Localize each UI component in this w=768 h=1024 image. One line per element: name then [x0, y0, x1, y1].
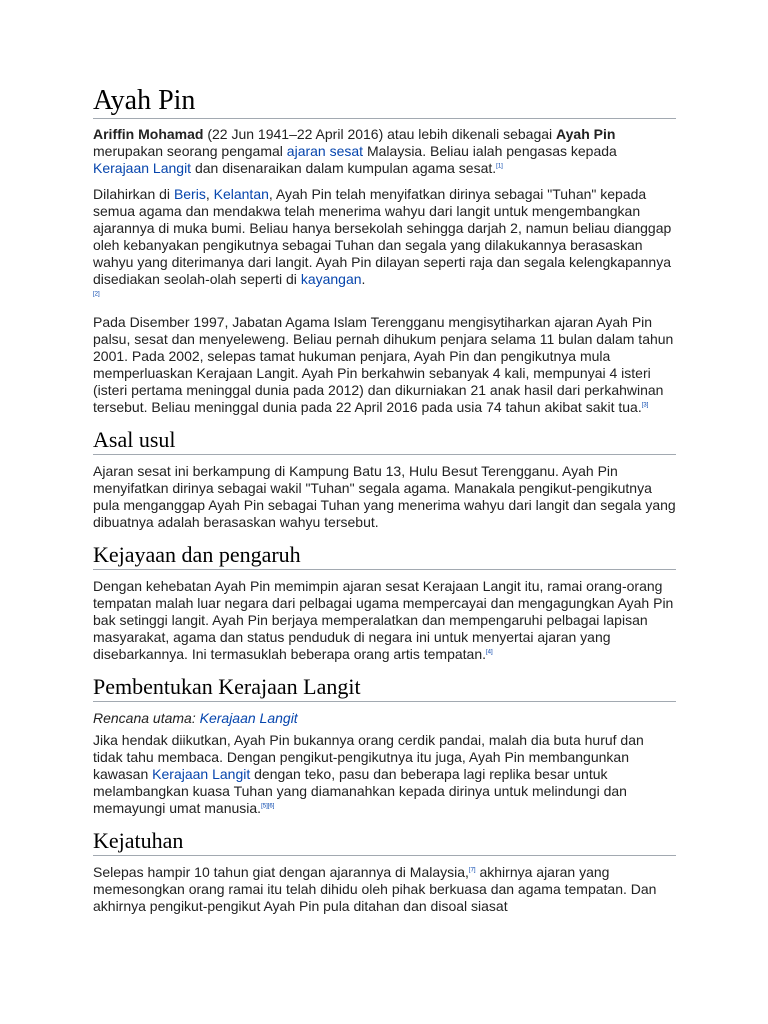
link-ajaran-sesat[interactable]: ajaran sesat	[286, 143, 364, 159]
section-text-kejayaan: Dengan kehebatan Ayah Pin memimpin ajaran sesat Kerajaan Langit itu, ramai orang-orang tempatan malah luar negara dari pelbagai ugama mempercayai dan mengagungkan Ayah Pin bak setinggi langit. Ayah Pin berjaya memperalatkan dan mempengaruhi pelbagai lapisan masyarakat, agama dan status penduduk di negara ini untuk menyertai ajaran yang disebarkannya. Ini termasuklah beberapa orang artis tempatan.[4]	[93, 578, 674, 662]
section-text-kejatuhan: Selepas hampir 10 tahun giat dengan ajarannya di Malaysia,[7] akhirnya ajaran yang memesongkan orang ramai itu telah dihidu oleh pihak berkuasa dan agama tempatan. Dan akhirnya pengikut-pengikut Ayah Pin pula ditahan dan disoal siasat	[93, 864, 657, 914]
section-heading-asal-usul: Asal usul	[93, 426, 676, 455]
section-heading-pembentukan: Pembentukan Kerajaan Langit	[93, 673, 676, 702]
link-kelantan[interactable]: Kelantan	[213, 186, 269, 202]
intro-paragraph-1: Ariffin Mohamad (22 Jun 1941–22 April 2016) atau lebih dikenali sebagai Ayah Pin merupakan seorang pengamal ajaran sesat Malaysia. Beliau ialah pengasas kepada Kerajaan Langit dan disenaraikan dalam kumpulan agama sesat.[1]	[93, 126, 617, 176]
subject-alias: Ayah Pin	[556, 126, 616, 142]
subject-name: Ariffin Mohamad	[93, 126, 204, 142]
link-kayangan[interactable]: kayangan	[300, 271, 362, 287]
section-text-pembentukan: Jika hendak diikutkan, Ayah Pin bukannya orang cerdik pandai, malah dia buta huruf dan tidak tahu membaca. Dengan pengikut-pengikutnya itu juga, Ayah Pin membangunkan kawasan Kerajaan Langit dengan teko, pasu dan beberapa lagi replika besar untuk melambangkan kuasa Tuhan yang diamanahkan kepada dirinya untuk melindungi dan memayungi umat manusia.[5][6]	[93, 732, 644, 816]
link-kerajaan-langit[interactable]: Kerajaan Langit	[93, 160, 192, 176]
reference-5-6[interactable]: [5][6]	[261, 803, 275, 810]
section-heading-kejayaan: Kejayaan dan pengaruh	[93, 541, 676, 570]
intro-paragraph-3: Pada Disember 1997, Jabatan Agama Islam Terengganu mengisytiharkan ajaran Ayah Pin palsu, sesat dan menyeleweng. Beliau pernah dihukum penjara selama 11 bulan dalam tahun 2001. Pada 2002, selepas tamat hukuman penjara, Ayah Pin dan pengikutnya mula memperluaskan Kerajaan Langit. Ayah Pin berkahwin sebanyak 4 kali, mempunyai 4 isteri (isteri pertama meninggal dunia pada 2012) dan dikurniakan 21 anak hasil dari perkahwinan tersebut. Beliau meninggal dunia pada 22 April 2016 pada usia 74 tahun akibat sakit tua.[3]	[93, 314, 674, 415]
reference-1[interactable]: [1]	[496, 163, 503, 170]
link-beris[interactable]: Beris	[173, 186, 206, 202]
reference-2[interactable]: [2]	[93, 291, 100, 298]
hatnote-link-kerajaan-langit[interactable]: Kerajaan Langit	[199, 710, 298, 726]
page-title: Ayah Pin	[93, 84, 676, 119]
reference-7[interactable]: [7]	[468, 867, 476, 874]
hatnote: Rencana utama: Kerajaan Langit	[93, 710, 298, 726]
reference-4[interactable]: [4]	[486, 649, 493, 656]
section-text-asal-usul: Ajaran sesat ini berkampung di Kampung Batu 13, Hulu Besut Terengganu. Ayah Pin menyifatkan dirinya sebagai wakil "Tuhan" segala agama. Manakala pengikut-pengikutnya pula menganggap Ayah Pin sebagai Tuhan yang menerima wahyu dari langit dan segala yang dibuatnya adalah berasaskan wahyu tersebut.	[93, 463, 676, 530]
link-kerajaan-langit-2[interactable]: Kerajaan Langit	[152, 766, 251, 782]
reference-3[interactable]: [3]	[641, 402, 649, 409]
section-heading-kejatuhan: Kejatuhan	[93, 827, 676, 856]
article	[93, 84, 676, 924]
intro-paragraph-2: Dilahirkan di Beris, Kelantan, Ayah Pin telah menyifatkan dirinya sebagai "Tuhan" kepada semua agama dan mendakwa telah menerima wahyu dari langit untuk mengembangkan ajarannya di muka bumi. Beliau hanya bersekolah sehingga darjah 2, namun beliau dianggap oleh kebanyakan pengikutnya sebagai Tuhan dan segala yang dilakukannya berasaskan wahyu yang diterimanya dari langit. Ayah Pin dilayan seperti raja dan segala kelengkapannya disediakan seolah-olah seperti di kayangan. [2]	[93, 186, 672, 298]
